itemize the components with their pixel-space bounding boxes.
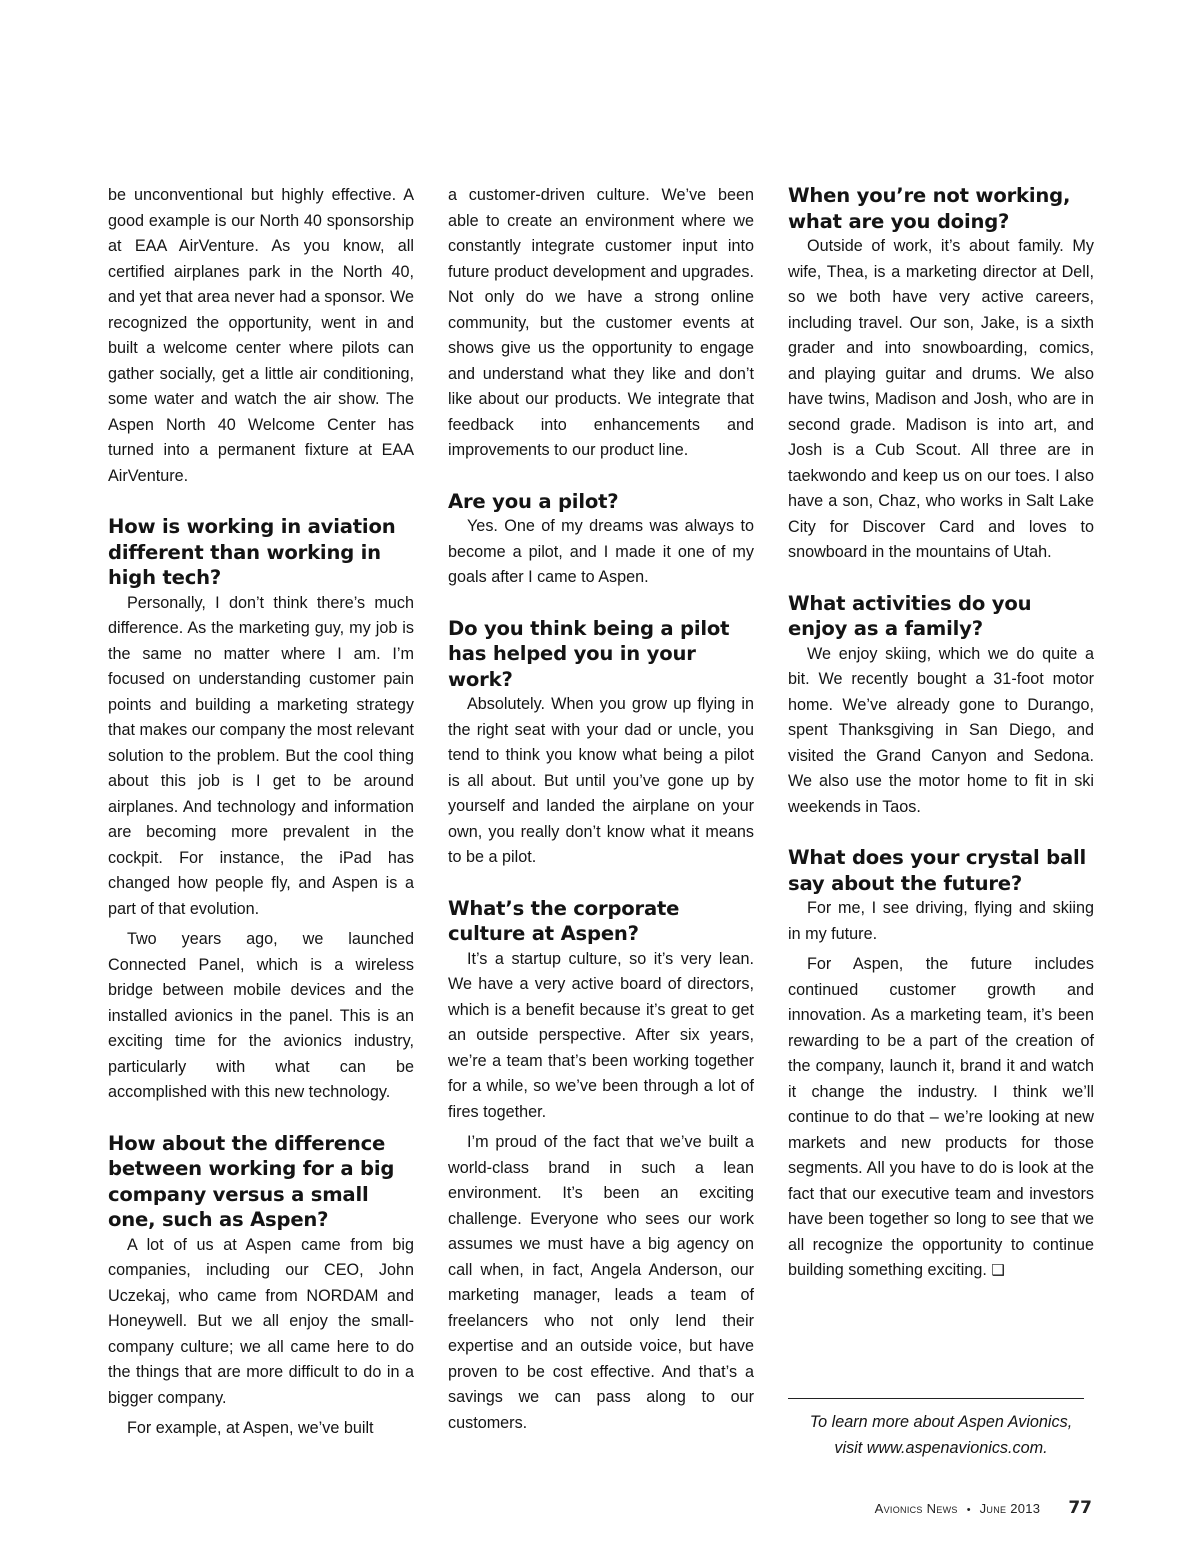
paragraph: Two years ago, we launched Connected Panel, which is a wireless bridge between mobile devices and the installed avionics in the panel. This is an exciting time for the avionics industry, particularly with what can be accomplished with this new technology.: [108, 930, 414, 1101]
paragraph: It’s a startup culture, so it’s very lean. We have a very active board of directors, which is a benefit because it’s great to get an outside perspective. After six years, we’re a team that’s been working together for a while, so we’ve been through a lot of fires together.: [448, 949, 754, 1121]
question-heading-not-working: When you’re not working, what are you doing?: [788, 184, 1071, 233]
paragraph: I’m proud of the fact that we’ve built a world-class brand in such a lean environment. It’s been an exciting challenge. Everyone who sees our work assumes we must have a big agency on call when, in fact, Angela Anderson, our marketing manager, leads a team of freelancers who not only lend their expertise and an outside voice, but have proven to be cost effective. And that’s a savings we can pass along to our customers.: [448, 1133, 754, 1432]
footnote-line: To learn more about Aspen Avionics,: [809, 1413, 1073, 1431]
column-2: [448, 183, 754, 1436]
footnote-divider: [788, 1398, 1084, 1399]
separator-dot: •: [966, 1504, 971, 1516]
paragraph: Outside of work, it’s about family. My wife, Thea, is a marketing director at Dell, so we both have very active careers, including travel. Our son, Jake, is a sixth grader and into snowboarding, comics, and playing guitar and drums. We also have twins, Madison and Josh, who are in second grade. Madison is into art, and Josh is a Cub Scout. All three are in taekwondo and keep us on our toes. I also have a son, Chaz, who works in Salt Lake City for Discover Card and loves to snowboard in the mountains of Utah.: [788, 237, 1094, 561]
question-heading-family: What activities do you enjoy as a family?: [788, 591, 1032, 640]
paragraph: a customer-driven culture. We’ve been able to create an environment where we constantly integrate customer input into future product development and upgrades. Not only do we have a strong online community, but the customer events at shows give us the opportunity to engage and understand what they like and don’t like about our products. We integrate that feedback into enhancements and improvements to our product line.: [448, 186, 754, 459]
footnote: [788, 1410, 1094, 1461]
footnote-line: visit www.aspenavionics.com.: [834, 1438, 1048, 1457]
paragraph-text: For Aspen, the future includes continued customer growth and innovation. As a marketing team, it’s been rewarding to be a part of the creation of the company, launch it, brand it and watch it change the industry. I think we’ll continue to do that – we’re looking at new markets and new products for those segments. All you have to do is look at the fact that our executive team and investors have been together so long to see that we all recognize the opportunity to continue building something exciting.: [788, 955, 1094, 1279]
publication-name: Avionics News: [874, 1501, 958, 1516]
running-footer: [875, 1498, 1092, 1518]
end-of-article-icon: ❑: [991, 1261, 1005, 1279]
paragraph: For example, at Aspen, we’ve built: [127, 1419, 374, 1437]
paragraph: Absolutely. When you grow up flying in the right seat with your dad or uncle, you tend to think you know what being a pilot is all about. But until you’ve gone up by yourself and landed the airplane on your own, you really don’t know what it means to be a pilot.: [448, 695, 754, 866]
paragraph: be unconventional but highly effective. A good example is our North 40 sponsorship at EAA AirVenture. As you know, all certified airplanes park in the North 40, and yet that area never had a sponsor. We recognized the opportunity, went in and built a welcome center where pilots can gather socially, get a little air conditioning, some water and watch the air show. The Aspen North 40 Welcome Center has turned into a permanent fixture at EAA AirVenture.: [108, 186, 414, 485]
issue-date: June 2013: [979, 1501, 1041, 1516]
question-heading-company: How about the difference between working for a big company versus a small one, such as Aspen?: [108, 1131, 395, 1231]
paragraph: A lot of us at Aspen came from big companies, including our CEO, John Uczekaj, who came from NORDAM and Honeywell. But we all enjoy the small-company culture; we all came here to do the things that are more difficult to do in a bigger company.: [108, 1235, 414, 1407]
page-number: 77: [1068, 1498, 1092, 1518]
question-heading-future: What does your crystal ball say about the future?: [788, 846, 1087, 895]
question-heading-aviation: How is working in aviation different than working in high tech?: [108, 515, 396, 589]
paragraph: Yes. One of my dreams was always to become a pilot, and I made it one of my goals after I came to Aspen.: [448, 517, 754, 586]
question-heading-pilot: Are you a pilot?: [448, 489, 619, 513]
question-heading-helped: Do you think being a pilot has helped you in your work?: [448, 616, 730, 691]
paragraph: For me, I see driving, flying and skiing in my future.: [788, 899, 1094, 943]
column-1: [108, 183, 414, 1442]
column-3: [788, 183, 1094, 1284]
paragraph-final: [788, 952, 1094, 1284]
question-heading-culture: What’s the corporate culture at Aspen?: [448, 896, 680, 945]
paragraph: Personally, I don’t think there’s much difference. As the marketing guy, my job is the same no matter where I am. I’m focused on understanding customer pain points and building a marketing strategy that makes our company the most relevant solution to the problem. But the cool thing about this job is I get to be around airplanes. And technology and information are becoming more prevalent in the cockpit. For instance, the iPad has changed how people fly, and Aspen is a part of that evolution.: [108, 593, 414, 918]
paragraph: We enjoy skiing, which we do quite a bit. We recently bought a 31-foot motor home. We’ve already gone to Durango, spent Thanksgiving in San Diego, and visited the Grand Canyon and Sedona. We also use the motor home to fit in ski weekends in Taos.: [788, 644, 1094, 816]
